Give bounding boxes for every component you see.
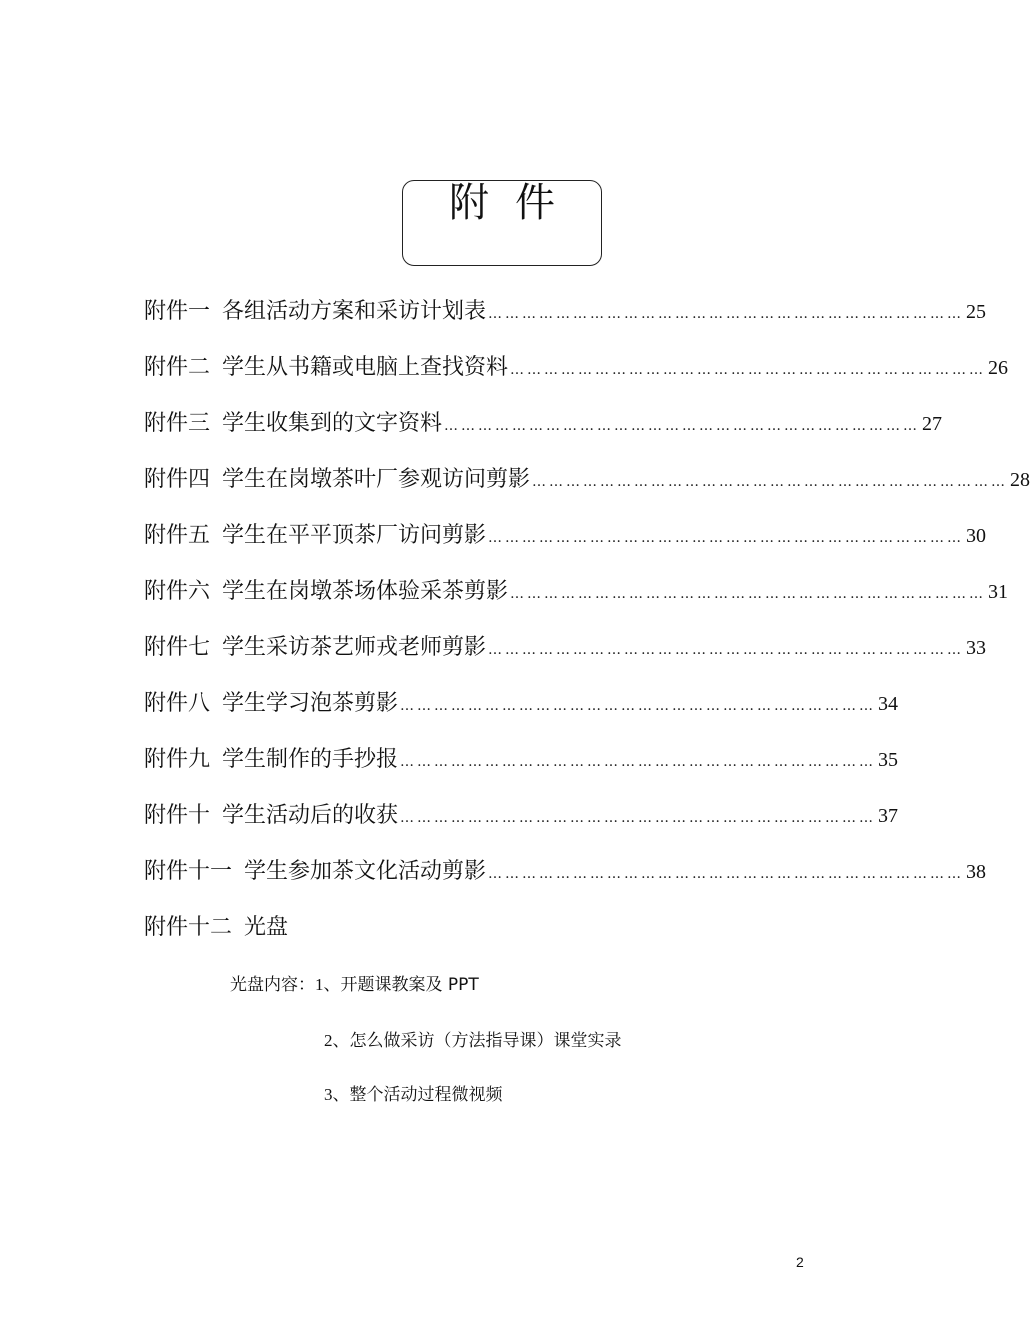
toc-entry-page: 33 <box>966 637 987 659</box>
toc-leader-dots: ………………………………………………………………………… <box>510 362 987 378</box>
toc-entry-title: 学生收集到的文字资料 <box>222 411 443 436</box>
toc-entry <box>144 402 943 458</box>
toc-entry-title: 学生从书籍或电脑上查找资料 <box>222 355 509 380</box>
page-title: 附件 <box>449 180 581 226</box>
disc-item-number: 3、 <box>324 1085 350 1104</box>
toc-leader-dots: ………………………………………………………………………… <box>488 866 965 882</box>
toc-leader-dots: ………………………………………………………………………… <box>488 642 965 658</box>
toc-entry-title: 学生在岗墩茶叶厂参观访问剪影 <box>222 467 531 492</box>
toc-entry-title: 学生制作的手抄报 <box>222 747 399 772</box>
toc-entry-title: 学生参加茶文化活动剪影 <box>244 859 487 884</box>
toc-entry-title: 学生采访茶艺师戎老师剪影 <box>222 635 487 660</box>
toc-leader-dots: ………………………………………………………………………… <box>510 586 987 602</box>
toc-entry-page: 27 <box>922 413 943 435</box>
table-of-contents <box>144 290 1030 962</box>
toc-entry-page: 35 <box>878 749 899 771</box>
disc-contents-heading: 光盘内容： <box>230 975 315 995</box>
toc-entry-page: 26 <box>988 357 1009 379</box>
toc-entry <box>144 738 899 794</box>
toc-leader-dots: ………………………………………………………………………… <box>488 306 965 322</box>
toc-entry-label: 附件七 <box>144 635 211 660</box>
toc-entry-page: 31 <box>988 581 1009 603</box>
disc-contents-line <box>324 1026 622 1056</box>
disc-contents-line <box>230 970 479 1000</box>
toc-entry-page: 25 <box>966 301 987 323</box>
toc-leader-dots: ………………………………………………………………………… <box>488 530 965 546</box>
toc-entry <box>144 458 1030 514</box>
toc-entry-title: 学生在平平顶茶厂访问剪影 <box>222 523 487 548</box>
disc-item-number: 1、 <box>315 975 341 994</box>
toc-entry-label: 附件四 <box>144 467 211 492</box>
toc-entry <box>144 906 732 962</box>
page-number: 2 <box>796 1254 804 1270</box>
toc-entry <box>144 682 899 738</box>
toc-entry-page: 34 <box>878 693 899 715</box>
disc-item-text: 怎么做采访（方法指导课）课堂实录 <box>349 1031 622 1051</box>
toc-leader-dots: ………………………………………………………………………… <box>444 418 921 434</box>
toc-entry-label: 附件十 <box>144 803 211 828</box>
toc-entry-label: 附件八 <box>144 691 211 716</box>
toc-leader-dots: ………………………………………………………………………… <box>400 754 877 770</box>
toc-entry-label: 附件十一 <box>144 859 233 884</box>
toc-leader-dots: ………………………………………………………………………… <box>400 810 877 826</box>
toc-entry <box>144 290 987 346</box>
toc-entry <box>144 850 987 906</box>
disc-item-text: 整个活动过程微视频 <box>349 1085 503 1105</box>
toc-entry <box>144 570 1009 626</box>
toc-entry-label: 附件五 <box>144 523 211 548</box>
disc-item-number: 2、 <box>324 1031 350 1050</box>
toc-entry-page: 28 <box>1010 469 1030 491</box>
toc-entry-title: 各组活动方案和采访计划表 <box>222 299 487 324</box>
title-box <box>402 180 602 266</box>
toc-entry-title: 学生学习泡茶剪影 <box>222 691 399 716</box>
toc-entry-label: 附件六 <box>144 579 211 604</box>
disc-contents-line <box>324 1080 503 1110</box>
toc-entry-title: 学生在岗墩茶场体验采茶剪影 <box>222 579 509 604</box>
toc-entry-label: 附件二 <box>144 355 211 380</box>
toc-entry <box>144 514 987 570</box>
toc-entry <box>144 346 1009 402</box>
toc-entry-title: 光盘 <box>244 915 289 940</box>
toc-entry-page: 38 <box>966 861 987 883</box>
toc-entry-page: 30 <box>966 525 987 547</box>
toc-entry <box>144 794 899 850</box>
toc-entry-label: 附件一 <box>144 299 211 324</box>
toc-entry-title: 学生活动后的收获 <box>222 803 399 828</box>
toc-entry-page: 37 <box>878 805 899 827</box>
toc-entry-label: 附件三 <box>144 411 211 436</box>
toc-entry-label: 附件十二 <box>144 915 233 940</box>
disc-item-text: 开题课教案及 PPT <box>340 975 479 995</box>
toc-entry <box>144 626 987 682</box>
toc-leader-dots: ………………………………………………………………………… <box>400 698 877 714</box>
toc-leader-dots: ………………………………………………………………………… <box>532 474 1009 490</box>
toc-entry-label: 附件九 <box>144 747 211 772</box>
